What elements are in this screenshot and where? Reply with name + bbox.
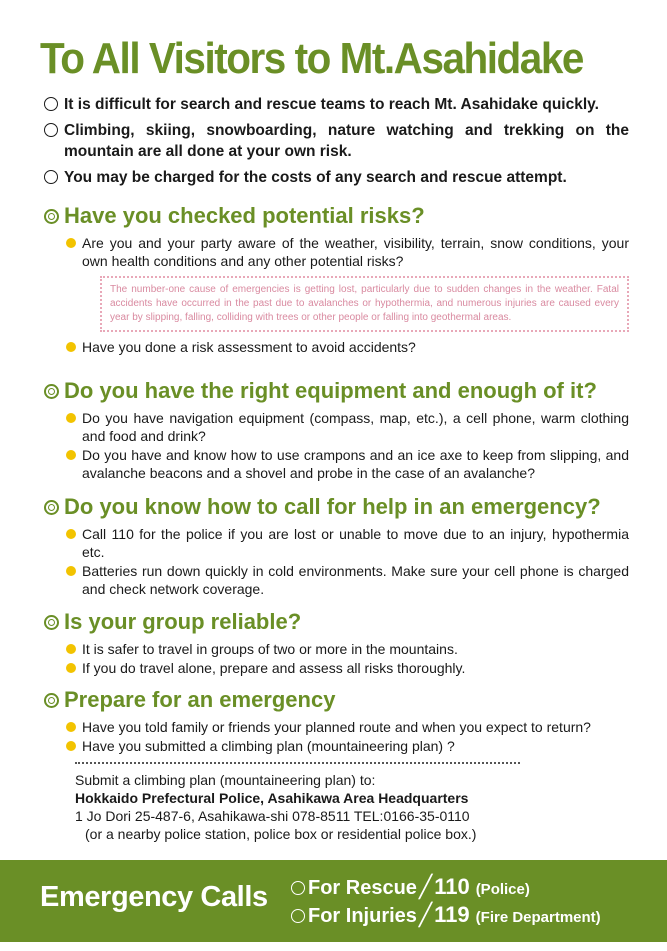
bullet-item [66, 562, 629, 598]
double-circle-icon [44, 209, 59, 224]
bullet-text: Have you told family or friends your planned route and when you expect to return? [82, 719, 591, 735]
section-heading [44, 493, 629, 521]
bullet-item [66, 737, 629, 755]
intro-item [44, 94, 629, 115]
injury-number: 119 [434, 902, 470, 927]
slash-divider: ╱ [418, 902, 433, 927]
rescue-line [291, 874, 601, 902]
page-title: To All Visitors to Mt.Asahidake [40, 34, 583, 83]
bullet-text: If you do travel alone, prepare and assess all risks thoroughly. [82, 660, 466, 676]
bullet-dot-icon [66, 722, 76, 732]
double-circle-icon [44, 384, 59, 399]
bullet-text: Have you submitted a climbing plan (mountaineering plan) ? [82, 738, 455, 754]
bullet-list [66, 409, 629, 482]
injury-label: For Injuries [308, 905, 417, 927]
section-heading [44, 202, 629, 230]
section-emergency-call [44, 493, 629, 599]
bullet-item [66, 525, 629, 561]
climbing-plan-box [75, 762, 520, 843]
plan-alternative: (or a nearby police station, police box or residential police box.) [85, 826, 477, 842]
bullet-text: Do you have navigation equipment (compass, map, etc.), a cell phone, warm clothing and food and drink? [82, 410, 629, 444]
bullet-text: Are you and your party aware of the weather, visibility, terrain, snow conditions, your own health conditions and any other potential risks? [82, 235, 629, 269]
bullet-text: Call 110 for the police if you are lost or unable to move due to an injury, hypothermia etc. [82, 526, 629, 560]
intro-list [44, 94, 629, 193]
bullet-item [66, 338, 629, 356]
rescue-label: For Rescue [308, 877, 417, 899]
footer-title: Emergency Calls [40, 881, 268, 913]
injury-line [291, 902, 601, 930]
circle-icon [44, 97, 58, 111]
bullet-item [66, 659, 629, 677]
plan-instruction: Submit a climbing plan (mountaineering plan) to: [75, 772, 376, 788]
rescue-number: 110 [434, 874, 470, 899]
bullet-dot-icon [66, 663, 76, 673]
rescue-sub: (Police) [475, 881, 530, 898]
section-heading [44, 608, 629, 636]
bullet-text: Batteries run down quickly in cold environments. Make sure your cell phone is charged and check network coverage. [82, 563, 629, 597]
info-note: The number-one cause of emergencies is getting lost, particularly due to sudden changes in the weather. Fatal accidents have occurred in the past due to avalanches or hypothermia, and numerous injuries are caused every year by slipping, falling, colliding with trees or other people or falling into geothermal areas. [100, 276, 629, 332]
emergency-footer [0, 860, 667, 942]
bullet-list [66, 718, 629, 755]
intro-text: Climbing, skiing, snowboarding, nature watching and trekking on the mountain are all done at your own risk. [64, 122, 629, 160]
section-heading-text: Do you have the right equipment and enough of it? [64, 378, 597, 403]
section-heading-text: Have you checked potential risks? [64, 203, 425, 228]
intro-text: You may be charged for the costs of any search and rescue attempt. [64, 169, 567, 186]
circle-icon [44, 170, 58, 184]
circle-icon [291, 909, 305, 923]
bullet-item [66, 234, 629, 270]
bullet-text: Have you done a risk assessment to avoid accidents? [82, 339, 416, 355]
bullet-list [66, 640, 629, 677]
section-heading-text: Do you know how to call for help in an emergency? [64, 494, 601, 519]
bullet-dot-icon [66, 741, 76, 751]
intro-text: It is difficult for search and rescue teams to reach Mt. Asahidake quickly. [64, 96, 599, 113]
section-heading [44, 686, 629, 714]
bullet-dot-icon [66, 238, 76, 248]
bullet-dot-icon [66, 450, 76, 460]
bottom-margin [0, 942, 667, 951]
bullet-dot-icon [66, 644, 76, 654]
section-group [44, 608, 629, 678]
bullet-dot-icon [66, 529, 76, 539]
section-prepare [44, 686, 629, 756]
bullet-text: Do you have and know how to use crampons and an ice axe to keep from slipping, and avalanche beacons and a shovel and probe in the case of an avalanche? [82, 447, 629, 481]
bullet-item [66, 640, 629, 658]
bullet-dot-icon [66, 342, 76, 352]
bullet-list [66, 525, 629, 598]
injury-sub: (Fire Department) [475, 909, 601, 926]
plan-address: 1 Jo Dori 25-487-6, Asahikawa-shi 078-8511 TEL:0166-35-0110 [75, 808, 470, 824]
double-circle-icon [44, 693, 59, 708]
section-heading-text: Prepare for an emergency [64, 687, 336, 712]
bullet-item [66, 446, 629, 482]
section-heading-text: Is your group reliable? [64, 609, 302, 634]
section-risks [44, 202, 629, 357]
bullet-item [66, 409, 629, 445]
circle-icon [291, 881, 305, 895]
section-equipment [44, 377, 629, 483]
intro-item [44, 120, 629, 162]
intro-item [44, 167, 629, 188]
section-heading [44, 377, 629, 405]
plan-organization: Hokkaido Prefectural Police, Asahikawa Area Headquarters [75, 790, 469, 806]
double-circle-icon [44, 615, 59, 630]
double-circle-icon [44, 500, 59, 515]
bullet-dot-icon [66, 566, 76, 576]
bullet-dot-icon [66, 413, 76, 423]
emergency-numbers [291, 874, 601, 930]
circle-icon [44, 123, 58, 137]
bullet-text: It is safer to travel in groups of two or more in the mountains. [82, 641, 458, 657]
bullet-item [66, 718, 629, 736]
slash-divider: ╱ [418, 874, 433, 899]
bullet-list [66, 234, 629, 356]
